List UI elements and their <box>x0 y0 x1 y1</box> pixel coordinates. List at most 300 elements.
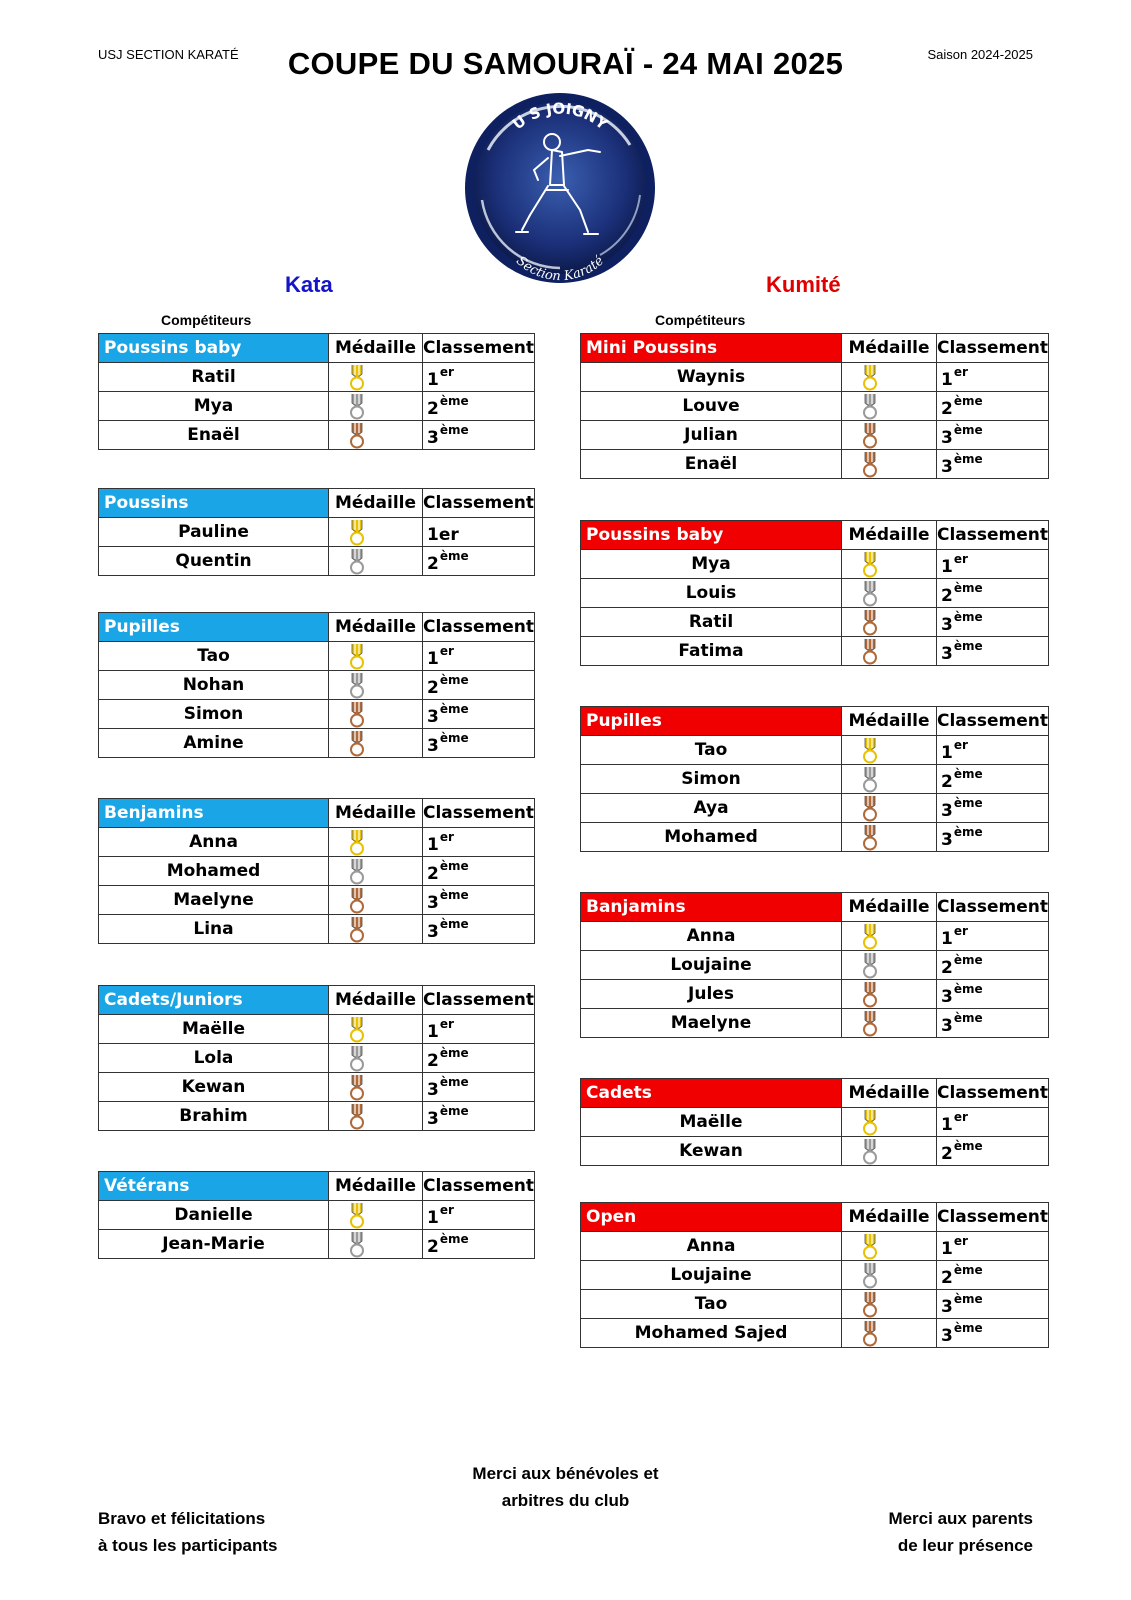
rank-suffix: ème <box>953 1262 983 1277</box>
table-row <box>581 550 1049 579</box>
table-row <box>99 1015 535 1044</box>
rank-suffix: ème <box>439 1074 469 1089</box>
table-row <box>99 392 535 421</box>
gold-medal-icon <box>862 1233 878 1260</box>
table-header-row <box>581 521 1049 550</box>
gold-medal-icon <box>862 364 878 391</box>
medal-column-header: Médaille <box>842 1079 937 1108</box>
page-title: COUPE DU SAMOURAÏ - 24 MAI 2025 <box>287 46 844 81</box>
rank-cell <box>423 1015 535 1044</box>
competitor-name: Pauline <box>99 518 329 547</box>
rank-cell <box>937 922 1049 951</box>
table-row <box>581 980 1049 1009</box>
medal-cell <box>329 642 423 671</box>
competitor-name: Enaël <box>99 421 329 450</box>
rank-suffix: ème <box>953 1291 983 1306</box>
table-row <box>99 886 535 915</box>
category-header: Poussins baby <box>581 521 842 550</box>
rank-number: 3 <box>427 1079 439 1100</box>
rank-suffix: ème <box>439 422 469 437</box>
competitor-name: Quentin <box>99 547 329 576</box>
silver-medal-icon <box>349 672 365 699</box>
medal-cell <box>329 857 423 886</box>
rank-cell <box>937 637 1049 666</box>
medal-cell <box>842 363 937 392</box>
table-row <box>99 729 535 758</box>
table-row <box>99 857 535 886</box>
medal-column-header: Médaille <box>842 334 937 363</box>
table-header-row <box>581 334 1049 363</box>
rank-number: 2 <box>941 957 953 978</box>
category-header: Benjamins <box>99 799 329 828</box>
kumite-table <box>580 892 1049 1038</box>
rank-number: 1 <box>427 648 439 669</box>
silver-medal-icon <box>862 580 878 607</box>
medal-cell <box>842 1137 937 1166</box>
rank-suffix: ème <box>439 393 469 408</box>
silver-medal-icon <box>862 393 878 420</box>
category-header: Pupilles <box>581 707 842 736</box>
kata-table <box>98 612 535 758</box>
rank-suffix: ème <box>439 1103 469 1118</box>
rank-cell <box>423 518 535 547</box>
table-row <box>581 637 1049 666</box>
rank-number: 1er <box>427 524 459 545</box>
rank-suffix: ème <box>439 730 469 745</box>
competitor-name: Tao <box>581 736 842 765</box>
bronze-medal-icon <box>862 422 878 449</box>
medal-cell <box>329 1015 423 1044</box>
bronze-medal-icon <box>862 1320 878 1347</box>
rank-number: 3 <box>941 614 953 635</box>
medal-cell <box>842 550 937 579</box>
rank-number: 3 <box>427 427 439 448</box>
table-row <box>99 363 535 392</box>
kumite-table <box>580 1078 1049 1166</box>
footer-parents <box>888 1505 1033 1559</box>
medal-cell <box>329 1201 423 1230</box>
competitor-name: Mya <box>581 550 842 579</box>
table-row <box>581 579 1049 608</box>
gold-medal-icon <box>862 1109 878 1136</box>
rank-suffix: er <box>953 1109 968 1124</box>
rank-cell <box>937 421 1049 450</box>
table-row <box>581 765 1049 794</box>
bronze-medal-icon <box>349 701 365 728</box>
rank-number: 2 <box>427 677 439 698</box>
rank-cell <box>937 736 1049 765</box>
gold-medal-icon <box>349 519 365 546</box>
medal-cell <box>842 1261 937 1290</box>
competitor-name: Maëlle <box>581 1108 842 1137</box>
rank-number: 3 <box>941 986 953 1007</box>
svg-text:U S JOIGNY: U S JOIGNY <box>508 99 612 134</box>
table-row <box>581 1108 1049 1137</box>
rank-suffix: ème <box>439 672 469 687</box>
bronze-medal-icon <box>862 1291 878 1318</box>
rank-cell <box>937 794 1049 823</box>
table-row <box>99 1044 535 1073</box>
competitor-name: Louve <box>581 392 842 421</box>
rank-cell <box>423 671 535 700</box>
rank-cell <box>937 1290 1049 1319</box>
medal-cell <box>842 1108 937 1137</box>
rank-cell <box>937 1009 1049 1038</box>
rank-cell <box>937 579 1049 608</box>
kumite-competitors-label: Compétiteurs <box>655 312 746 328</box>
rank-suffix: ème <box>953 1320 983 1335</box>
category-header: Cadets/Juniors <box>99 986 329 1015</box>
bronze-medal-icon <box>862 451 878 478</box>
rank-number: 3 <box>427 892 439 913</box>
bronze-medal-icon <box>349 887 365 914</box>
rank-suffix: ème <box>439 548 469 563</box>
rank-column-header: Classement <box>423 986 535 1015</box>
medal-cell <box>329 1044 423 1073</box>
rank-number: 2 <box>941 771 953 792</box>
rank-cell <box>423 700 535 729</box>
rank-suffix: ème <box>953 952 983 967</box>
rank-cell <box>423 915 535 944</box>
competitor-name: Jean-Marie <box>99 1230 329 1259</box>
rank-column-header: Classement <box>937 334 1049 363</box>
competitor-name: Julian <box>581 421 842 450</box>
table-row <box>99 518 535 547</box>
medal-cell <box>842 579 937 608</box>
rank-number: 2 <box>427 398 439 419</box>
category-header: Mini Poussins <box>581 334 842 363</box>
table-row <box>581 363 1049 392</box>
rank-cell <box>423 1102 535 1131</box>
rank-cell <box>423 547 535 576</box>
category-header: Cadets <box>581 1079 842 1108</box>
rank-number: 3 <box>427 735 439 756</box>
medal-column-header: Médaille <box>842 707 937 736</box>
table-row <box>99 1201 535 1230</box>
rank-column-header: Classement <box>937 1079 1049 1108</box>
medal-column-header: Médaille <box>329 489 423 518</box>
table-row <box>581 392 1049 421</box>
rank-cell <box>423 1201 535 1230</box>
rank-cell <box>937 951 1049 980</box>
rank-number: 2 <box>427 863 439 884</box>
rank-suffix: ème <box>439 1045 469 1060</box>
bronze-medal-icon <box>349 730 365 757</box>
medal-cell <box>842 637 937 666</box>
table-header-row <box>581 707 1049 736</box>
footer-volunteers-line1: Merci aux bénévoles et <box>472 1464 659 1483</box>
silver-medal-icon <box>349 1045 365 1072</box>
gold-medal-icon <box>862 737 878 764</box>
competitor-name: Lina <box>99 915 329 944</box>
kata-table <box>98 985 535 1131</box>
competitor-name: Simon <box>581 765 842 794</box>
rank-suffix: ème <box>953 824 983 839</box>
competitor-name: Maelyne <box>581 1009 842 1038</box>
medal-cell <box>842 450 937 479</box>
table-header-row <box>99 613 535 642</box>
rank-number: 2 <box>427 1236 439 1257</box>
rank-cell <box>423 886 535 915</box>
rank-cell <box>423 828 535 857</box>
medal-cell <box>842 1009 937 1038</box>
table-header-row <box>581 893 1049 922</box>
gold-medal-icon <box>349 643 365 670</box>
table-header-row <box>99 489 535 518</box>
rank-number: 1 <box>427 1207 439 1228</box>
competitor-name: Ratil <box>581 608 842 637</box>
club-name: USJ SECTION KARATÉ <box>98 47 239 62</box>
rank-suffix: er <box>953 737 968 752</box>
rank-number: 1 <box>941 742 953 763</box>
table-row <box>99 421 535 450</box>
gold-medal-icon <box>349 364 365 391</box>
competitor-name: Mya <box>99 392 329 421</box>
rank-suffix: er <box>439 829 454 844</box>
bronze-medal-icon <box>862 638 878 665</box>
silver-medal-icon <box>349 393 365 420</box>
silver-medal-icon <box>862 1262 878 1289</box>
silver-medal-icon <box>862 1138 878 1165</box>
competitor-name: Mohamed <box>581 823 842 852</box>
table-row <box>581 1137 1049 1166</box>
competitor-name: Kewan <box>581 1137 842 1166</box>
gold-medal-icon <box>862 551 878 578</box>
rank-number: 3 <box>941 1325 953 1346</box>
rank-number: 2 <box>941 1267 953 1288</box>
medal-cell <box>842 1290 937 1319</box>
rank-cell <box>423 421 535 450</box>
competitor-name: Anna <box>581 1232 842 1261</box>
kumite-table <box>580 706 1049 852</box>
rank-number: 1 <box>427 834 439 855</box>
rank-cell <box>937 1137 1049 1166</box>
medal-column-header: Médaille <box>329 334 423 363</box>
table-row <box>581 823 1049 852</box>
rank-suffix: ème <box>953 609 983 624</box>
medal-cell <box>329 421 423 450</box>
rank-cell <box>937 608 1049 637</box>
silver-medal-icon <box>862 766 878 793</box>
rank-number: 3 <box>941 829 953 850</box>
rank-cell <box>423 642 535 671</box>
table-row <box>99 700 535 729</box>
competitor-name: Anna <box>581 922 842 951</box>
rank-suffix: ème <box>953 795 983 810</box>
rank-cell <box>423 363 535 392</box>
medal-cell <box>329 828 423 857</box>
rank-cell <box>423 1044 535 1073</box>
rank-cell <box>937 980 1049 1009</box>
bronze-medal-icon <box>862 609 878 636</box>
svg-text:Section Karaté: Section Karaté <box>513 253 607 285</box>
competitor-name: Mohamed Sajed <box>581 1319 842 1348</box>
table-header-row <box>99 986 535 1015</box>
table-row <box>99 915 535 944</box>
rank-suffix: ème <box>439 858 469 873</box>
rank-number: 3 <box>941 800 953 821</box>
rank-number: 3 <box>941 456 953 477</box>
rank-column-header: Classement <box>937 1203 1049 1232</box>
rank-cell <box>937 550 1049 579</box>
rank-number: 1 <box>427 1021 439 1042</box>
category-header: Poussins <box>99 489 329 518</box>
medal-cell <box>842 823 937 852</box>
medal-cell <box>842 608 937 637</box>
rank-number: 3 <box>941 1015 953 1036</box>
table-row <box>581 450 1049 479</box>
competitor-name: Danielle <box>99 1201 329 1230</box>
table-header-row <box>99 334 535 363</box>
table-header-row <box>99 799 535 828</box>
rank-column-header: Classement <box>423 613 535 642</box>
table-row <box>581 1009 1049 1038</box>
competitor-name: Mohamed <box>99 857 329 886</box>
rank-number: 3 <box>941 427 953 448</box>
bronze-medal-icon <box>862 1010 878 1037</box>
rank-column-header: Classement <box>937 521 1049 550</box>
rank-suffix: er <box>439 364 454 379</box>
rank-number: 3 <box>427 706 439 727</box>
rank-column-header: Classement <box>937 893 1049 922</box>
table-row <box>99 642 535 671</box>
medal-cell <box>329 915 423 944</box>
table-row <box>99 671 535 700</box>
medal-column-header: Médaille <box>329 799 423 828</box>
kata-competitors-label: Compétiteurs <box>161 312 252 328</box>
kumite-table <box>580 520 1049 666</box>
medal-cell <box>329 700 423 729</box>
rank-suffix: ème <box>439 701 469 716</box>
medal-cell <box>329 363 423 392</box>
competitor-name: Anna <box>99 828 329 857</box>
footer-parents-line2: de leur présence <box>897 1536 1033 1555</box>
rank-column-header: Classement <box>423 1172 535 1201</box>
silver-medal-icon <box>862 952 878 979</box>
rank-suffix: er <box>953 1233 968 1248</box>
medal-cell <box>329 729 423 758</box>
table-row <box>99 1230 535 1259</box>
rank-suffix: ème <box>439 1231 469 1246</box>
footer-congrats-line2: à tous les participants <box>98 1536 278 1555</box>
rank-number: 1 <box>941 1114 953 1135</box>
medal-cell <box>842 392 937 421</box>
competitor-name: Maëlle <box>99 1015 329 1044</box>
rank-cell <box>937 363 1049 392</box>
rank-suffix: ème <box>953 766 983 781</box>
table-header-row <box>581 1079 1049 1108</box>
rank-suffix: ème <box>953 1138 983 1153</box>
rank-suffix: ème <box>439 916 469 931</box>
medal-cell <box>329 1102 423 1131</box>
competitor-name: Aya <box>581 794 842 823</box>
rank-number: 2 <box>941 1143 953 1164</box>
rank-cell <box>937 1261 1049 1290</box>
competitor-name: Lola <box>99 1044 329 1073</box>
table-header-row <box>99 1172 535 1201</box>
kata-table <box>98 798 535 944</box>
gold-medal-icon <box>862 923 878 950</box>
bronze-medal-icon <box>349 1103 365 1130</box>
category-header: Banjamins <box>581 893 842 922</box>
rank-number: 1 <box>427 369 439 390</box>
competitor-name: Simon <box>99 700 329 729</box>
kumite-table <box>580 333 1049 479</box>
table-row <box>99 1073 535 1102</box>
competitor-name: Fatima <box>581 637 842 666</box>
kata-table <box>98 488 535 576</box>
table-row <box>99 547 535 576</box>
competitor-name: Kewan <box>99 1073 329 1102</box>
table-row <box>581 1232 1049 1261</box>
rank-cell <box>937 1108 1049 1137</box>
rank-suffix: er <box>439 1202 454 1217</box>
rank-cell <box>937 1232 1049 1261</box>
table-row <box>581 1290 1049 1319</box>
rank-suffix: ème <box>953 451 983 466</box>
rank-column-header: Classement <box>423 334 535 363</box>
table-header-row <box>581 1203 1049 1232</box>
competitor-name: Jules <box>581 980 842 1009</box>
silver-medal-icon <box>349 858 365 885</box>
rank-number: 1 <box>941 369 953 390</box>
rank-column-header: Classement <box>423 489 535 518</box>
rank-suffix: er <box>953 551 968 566</box>
footer-volunteers-line2: arbitres du club <box>501 1491 630 1510</box>
silver-medal-icon <box>349 548 365 575</box>
competitor-name: Amine <box>99 729 329 758</box>
bronze-medal-icon <box>862 981 878 1008</box>
rank-cell <box>423 1230 535 1259</box>
medal-cell <box>329 547 423 576</box>
category-header: Pupilles <box>99 613 329 642</box>
bronze-medal-icon <box>349 422 365 449</box>
competitor-name: Nohan <box>99 671 329 700</box>
table-row <box>581 922 1049 951</box>
competitor-name: Maelyne <box>99 886 329 915</box>
bronze-medal-icon <box>862 795 878 822</box>
medal-column-header: Médaille <box>842 1203 937 1232</box>
bronze-medal-icon <box>349 916 365 943</box>
club-logo <box>460 90 660 286</box>
rank-cell <box>423 729 535 758</box>
medal-column-header: Médaille <box>842 893 937 922</box>
rank-suffix: ème <box>953 393 983 408</box>
rank-cell <box>423 392 535 421</box>
rank-cell <box>937 450 1049 479</box>
medal-cell <box>329 671 423 700</box>
rank-number: 3 <box>941 1296 953 1317</box>
gold-medal-icon <box>349 1016 365 1043</box>
medal-cell <box>842 980 937 1009</box>
rank-suffix: ème <box>953 422 983 437</box>
kata-table <box>98 1171 535 1259</box>
competitor-name: Ratil <box>99 363 329 392</box>
rank-number: 2 <box>941 398 953 419</box>
rank-cell <box>423 1073 535 1102</box>
rank-number: 1 <box>941 928 953 949</box>
medal-cell <box>329 1230 423 1259</box>
medal-cell <box>329 886 423 915</box>
rank-cell <box>937 392 1049 421</box>
competitor-name: Louis <box>581 579 842 608</box>
competitor-name: Waynis <box>581 363 842 392</box>
medal-column-header: Médaille <box>842 521 937 550</box>
medal-column-header: Médaille <box>329 1172 423 1201</box>
table-row <box>581 608 1049 637</box>
rank-suffix: er <box>953 923 968 938</box>
footer-parents-line1: Merci aux parents <box>888 1509 1033 1528</box>
